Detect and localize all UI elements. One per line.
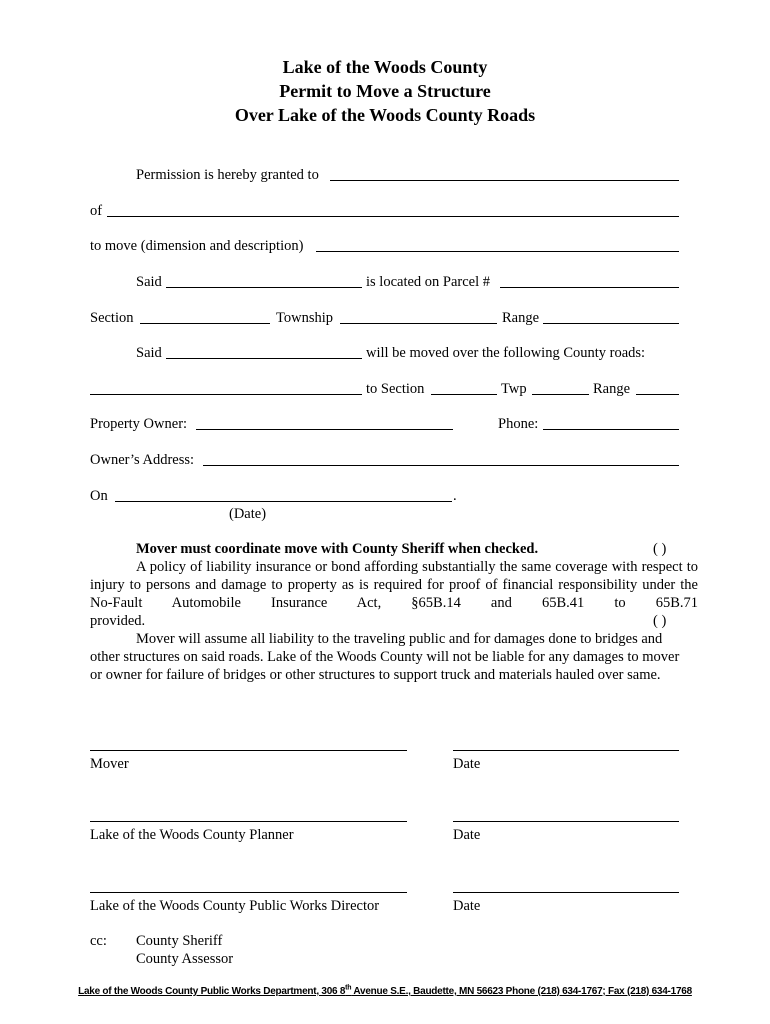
- planner-date-label: Date: [453, 827, 481, 843]
- structure-blank-2[interactable]: [166, 358, 362, 359]
- liability-paragraph: Mover will assume all liability to the traveling public and for damages done to bridges and other structures on said roads. Lake of the Woods County will not be liable for any damages to mover or owner for failure of bridges or other structures to support truck and materials hauled over same.: [90, 631, 680, 683]
- twp-blank[interactable]: [532, 394, 589, 395]
- phone-blank[interactable]: [543, 429, 679, 430]
- coordinate-heading: Mover must coordinate move with County Sheriff when checked.: [136, 541, 539, 557]
- to-section-blank[interactable]: [431, 394, 497, 395]
- footer-part2: Avenue S.E., Baudette, MN 56623 Phone (218) 634-1767; Fax (218) 634-1768: [351, 986, 692, 997]
- period: .: [453, 488, 457, 504]
- address-blank[interactable]: [203, 465, 679, 466]
- planner-date-line[interactable]: [453, 821, 679, 822]
- date-blank[interactable]: [115, 501, 452, 502]
- footer-ordinal: th: [345, 984, 352, 992]
- director-signature-line[interactable]: [90, 892, 407, 893]
- range-label-2: Range: [593, 381, 631, 397]
- owner-blank[interactable]: [196, 429, 453, 430]
- moved-over-label: will be moved over the following County roads:: [366, 345, 646, 361]
- planner-label: Lake of the Woods County Planner: [90, 827, 294, 843]
- doc-title-line3: Over Lake of the Woods County Roads: [234, 105, 536, 125]
- range-blank-2[interactable]: [636, 394, 679, 395]
- parcel-blank[interactable]: [500, 287, 679, 288]
- director-date-line[interactable]: [453, 892, 679, 893]
- phone-label: Phone:: [498, 416, 539, 432]
- doc-title-line2: Permit to Move a Structure: [279, 81, 491, 101]
- provided-label: provided.: [90, 613, 146, 629]
- sheriff-checkbox[interactable]: ( ): [653, 541, 667, 557]
- director-label: Lake of the Woods County Public Works Director: [90, 898, 380, 914]
- permission-label: Permission is hereby granted to: [136, 167, 319, 183]
- structure-blank[interactable]: [166, 287, 362, 288]
- mover-date-line[interactable]: [453, 750, 679, 751]
- twp-label: Twp: [501, 381, 527, 397]
- mover-signature-line[interactable]: [90, 750, 407, 751]
- range-label: Range: [502, 310, 540, 326]
- on-label: On: [90, 488, 108, 504]
- of-label: of: [90, 203, 103, 219]
- insurance-paragraph: A policy of liability insurance or bond affording substantially the same coverage with respect to injury to persons and damage to property as is required for proof of financial responsibility under the No-Fault Automobile Insurance Act, §65B.14 and 65B.41 to 65B.71: [90, 559, 698, 611]
- doc-title-line1: Lake of the Woods County: [282, 57, 488, 77]
- range-blank[interactable]: [543, 323, 679, 324]
- address-label: Owner’s Address:: [90, 452, 195, 468]
- said-label-1: Said: [136, 274, 162, 290]
- footer-address: [0, 986, 770, 997]
- footer-part1: Lake of the Woods County Public Works Department, 306 8: [78, 986, 346, 997]
- township-label: Township: [276, 310, 333, 326]
- grantee-blank[interactable]: [330, 180, 679, 181]
- mover-label: Mover: [90, 756, 129, 772]
- road-blank[interactable]: [90, 394, 362, 395]
- mover-date-label: Date: [453, 756, 481, 772]
- said-label-2: Said: [136, 345, 162, 361]
- section-blank[interactable]: [140, 323, 270, 324]
- cc-assessor: County Assessor: [136, 951, 234, 967]
- to-section-label: to Section: [366, 381, 425, 397]
- township-blank[interactable]: [340, 323, 497, 324]
- section-label: Section: [90, 310, 134, 326]
- cc-sheriff: County Sheriff: [136, 933, 223, 949]
- owner-label: Property Owner:: [90, 416, 188, 432]
- date-caption: (Date): [229, 506, 267, 522]
- move-label: to move (dimension and description): [90, 238, 304, 254]
- director-date-label: Date: [453, 898, 481, 914]
- insurance-checkbox[interactable]: ( ): [653, 613, 667, 629]
- planner-signature-line[interactable]: [90, 821, 407, 822]
- parcel-label: is located on Parcel #: [366, 274, 491, 290]
- cc-label: cc:: [90, 933, 107, 949]
- move-description-blank[interactable]: [316, 251, 679, 252]
- of-blank[interactable]: [107, 216, 679, 217]
